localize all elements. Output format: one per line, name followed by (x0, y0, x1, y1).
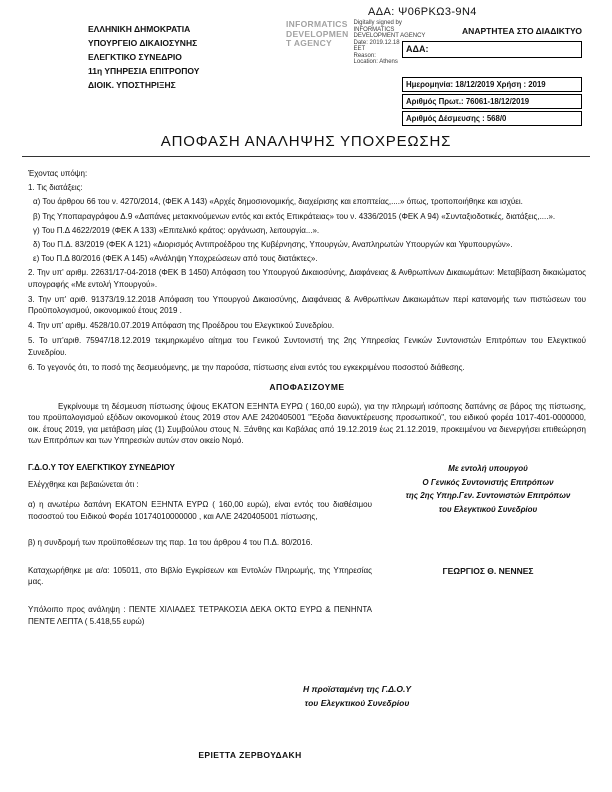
stamp-detail-line: EET (353, 46, 366, 52)
registry-block (402, 26, 582, 128)
gdoy-signatory-title (272, 682, 442, 710)
provision-a: α) Του άρθρου 66 του ν. 4270/2014, (ΦΕΚ Α 143) «Αρχές δημοσιονομικής, διαχείρισης και εποπτείας,....» όπως, τροποποιήθηκε και ισχύει. (33, 197, 523, 207)
document-body (28, 168, 586, 630)
ada-box (402, 41, 582, 58)
gdoy-remaining-balance: Υπόλοιπο προς ανάληψη : ΠΕΝΤΕ ΧΙΛΙΑΔΕΣ ΤΕΤΡΑΚΟΣΙΑ ΔΕΚΑ ΟΚΤΩ ΕΥΡΩ & ΠΕΝΗΝΤΑ ΠΕΝΤΕ ΛΕΠΤΑ ( 5.418,55 ευρώ) (28, 605, 372, 626)
gdoy-signatory-title-line: του Ελεγκτικού Συνεδρίου (304, 698, 410, 708)
by-order-line: Με εντολή υπουργού (448, 464, 528, 474)
publish-note: ΑΝΑΡΤΗΤΕΑ ΣΤΟ ΔΙΑΔΙΚΤΥΟ (462, 26, 582, 36)
ada-number-top: ΑΔΑ: Ψ06ΡΚΩ3-9Ν4 (368, 6, 477, 18)
stamp-agency-line: DEVELOPMEN (286, 28, 349, 39)
provision-b: β) Της Υποπαραγράφου Δ.9 «Δαπάνες μετακινούμενων εντός και εκτός Επικράτειας» του ν. 4336/2015 (ΦΕΚ Α 94) «Συνταξιοδοτικές, διατάξεις,....». (33, 211, 556, 221)
stamp-agency-line: INFORMATICS (286, 19, 348, 29)
issuer-line-ministry: ΥΠΟΥΡΓΕΙΟ ΔΙΚΑΙΟΣΥΝΗΣ (88, 38, 198, 48)
issuer-line-support: ΔΙΟΙΚ. ΥΠΟΣΤΗΡΙΞΗΣ (88, 80, 176, 90)
signatory-title-line: της 2ης Υπηρ.Γεν. Συντονιστών Επιτρόπων (405, 491, 571, 501)
by-order-block (390, 462, 586, 516)
preamble-intro: Έχοντας υπόψη: (28, 169, 88, 178)
decision-heading: ΑΠΟΦΑΣΙΖΟΥΜΕ (269, 382, 345, 393)
gdoy-checked-statement: Ελέγχθηκε και βεβαιώνεται ότι : (28, 480, 139, 490)
issuer-line-court: ΕΛΕΓΚΤΙΚΟ ΣΥΝΕΔΡΙΟ (88, 52, 182, 62)
right-signatory-name: ΓΕΩΡΓΙΟΣ Θ. ΝΕΝΝΕΣ (442, 566, 534, 577)
signatory-title-line: του Ελεγκτικού Συνεδρίου (438, 504, 538, 514)
gdoy-signatory-title-line: Η προϊσταμένη της Γ.Δ.Ο.Υ (303, 684, 411, 694)
issuer-line-republic: ΕΛΛΗΝΙΚΗ ΔΗΜΟΚΡΑΤΙΑ (88, 24, 191, 34)
provision-d: δ) Του Π.Δ. 83/2019 (ΦΕΚ Α 121) «Διορισμός Αντιπροέδρου της Κυβέρνησης, Υπουργών, Αναπληρωτών Υπουργών και Υφυπουργών». (33, 240, 513, 250)
preamble-item-5: 5. Το υπ'αριθ. 75947/18.12.2019 τεκμηριωμένο αίτημα του Γενικού Συντονιστή της 2ης Υπηρεσίας Γενικών Συντονιστών Επιτρόπων του Ελεγκτικού Συνεδρίου. (28, 336, 586, 357)
title-divider (22, 156, 590, 157)
stamp-agency-name (286, 20, 349, 66)
gdoy-signatory-name: ΕΡΙΕΤΤΑ ΖΕΡΒΟΥΔΑΚΗ (198, 750, 302, 760)
preamble-item-1: 1. Τις διατάξεις: (28, 183, 83, 193)
signatory-title-line: Ο Γενικός Συντονιστής Επιτρόπων (422, 477, 554, 487)
preamble-item-4: 4. Την υπ' αριθμ. 4528/10.07.2019 Απόφαση της Προέδρου του Ελεγκτικού Συνεδρίου. (28, 321, 335, 331)
gdoy-point-a: α) η ανωτέρω δαπάνη ΕΚΑΤΟΝ ΕΞΗΝΤΑ ΕΥΡΩ ( 160,00 ευρώ), είναι εντός του διαθέσιμου ποσοστού του Ειδικού Φορέα 10174010000000 , και ΑΛΕ 2420405001 πίστωσης, (28, 500, 372, 521)
decision-paragraph: Εγκρίνουμε τη δέσμευση πίστωσης ύψους ΕΚΑΤΟΝ ΕΞΗΝΤΑ ΕΥΡΩ ( 160,00 ευρώ), για την πληρωμή ισόποσης δαπάνης σε βάρος της πίστωσης, του προϋπολογισμού εξόδων οικονομικού έτους 2019 στον ΑΛΕ 2420405001 "Έξοδα διανυκτέρευσης προσωπικού", του ειδικού φορέα 1017-401-0000000, οικ. έτους 2019, για μετάβαση μίας (1) Συμβούλου στους Ν. Ξάνθης και Καβάλας από 19.12.2019 έως 21.12.2019, προκειμένου να διενεργήσει επιθεώρηση των Επιτρόπων και των Υπηρεσιών αυτών στον οικείο Νομό. (28, 402, 586, 445)
date-box: Ημερομηνία: 18/12/2019 Χρήση : 2019 (402, 77, 582, 92)
stamp-detail-line: Date: 2019.12.18 (353, 39, 400, 46)
preamble-item-2: 2. Την υπ' αριθμ. 22631/17-04-2018 (ΦΕΚ Β 1450) Απόφαση του Υπουργού Δικαιοσύνης, Διαφάνειας & Ανθρωπίνων Δικαιωμάτων: Μεταβίβαση δικαιώματος υπογραφής «Με εντολή Υπουργού». (28, 268, 586, 289)
provision-c: γ) Του Π.Δ 4622/2019 (ΦΕΚ Α 133) «Επιτελικό κράτος: οργάνωση, λειτουργία...». (33, 225, 320, 235)
gdoy-registration-note: Καταχωρήθηκε με α/α: 105011, στο Βιβλίο Εγκρίσεων και Εντολών Πληρωμής, της Υπηρεσίας μας. (28, 566, 372, 587)
stamp-detail-line: Reason: (353, 52, 376, 59)
stamp-detail-line: Digitally signed by (353, 20, 402, 26)
stamp-agency-line: T AGENCY (286, 38, 333, 48)
gdoy-verification-block (28, 462, 372, 630)
gdoy-point-b: β) η συνδρομή των προϋποθέσεων της παρ. 1α του άρθρου 4 του Π.Δ. 80/2016. (28, 537, 313, 547)
verification-and-signature-area (28, 462, 586, 630)
preamble-item-6: 6. Το γεγονός ότι, το ποσό της δεσμευόμενης, με την παρούσα, πίστωσης είναι εντός του εγκεκριμένου ποσοστού διάθεσης. (28, 362, 465, 372)
issuer-block (88, 22, 199, 92)
protocol-number-box: Αριθμός Πρωτ.: 76061-18/12/2019 (402, 94, 582, 109)
stamp-detail-line: INFORMATICS (353, 26, 395, 33)
page-title: ΑΠΟΦΑΣΗ ΑΝΑΛΗΨΗΣ ΥΠΟΧΡΕΩΣΗΣ (160, 133, 452, 150)
ada-box-label: ΑΔΑ: (406, 44, 429, 54)
issuer-line-service: 11η ΥΠΗΡΕΣΙΑ ΕΠΙΤΡΟΠΟΥ (88, 66, 200, 76)
provision-e: ε) Του Π.Δ 80/2016 (ΦΕΚ Α 145) «Ανάληψη Υποχρεώσεων από τους διατάκτες». (33, 254, 318, 264)
right-signature-block (390, 462, 586, 630)
preamble-item-3: 3. Την υπ' αριθ. 91373/19.12.2018 Απόφαση του Υπουργού Δικαιοσύνης, Διαφάνειας & Ανθρωπίνων Δικαιωμάτων περί κατανομής των πιστώσεων του Προϋπολογισμού, οικονομικού έτους 2019 . (28, 294, 586, 316)
stamp-detail-line: Location: Athens (353, 59, 398, 65)
commitment-number-box: Αριθμός Δέσμευσης : 568/0 (402, 111, 582, 126)
stamp-detail-line: DEVELOPMENT AGENCY (353, 33, 426, 39)
gdoy-heading: Γ.Δ.Ο.Υ ΤΟΥ ΕΛΕΓΚΤΙΚΟΥ ΣΥΝΕΔΡΙΟΥ (28, 463, 175, 473)
